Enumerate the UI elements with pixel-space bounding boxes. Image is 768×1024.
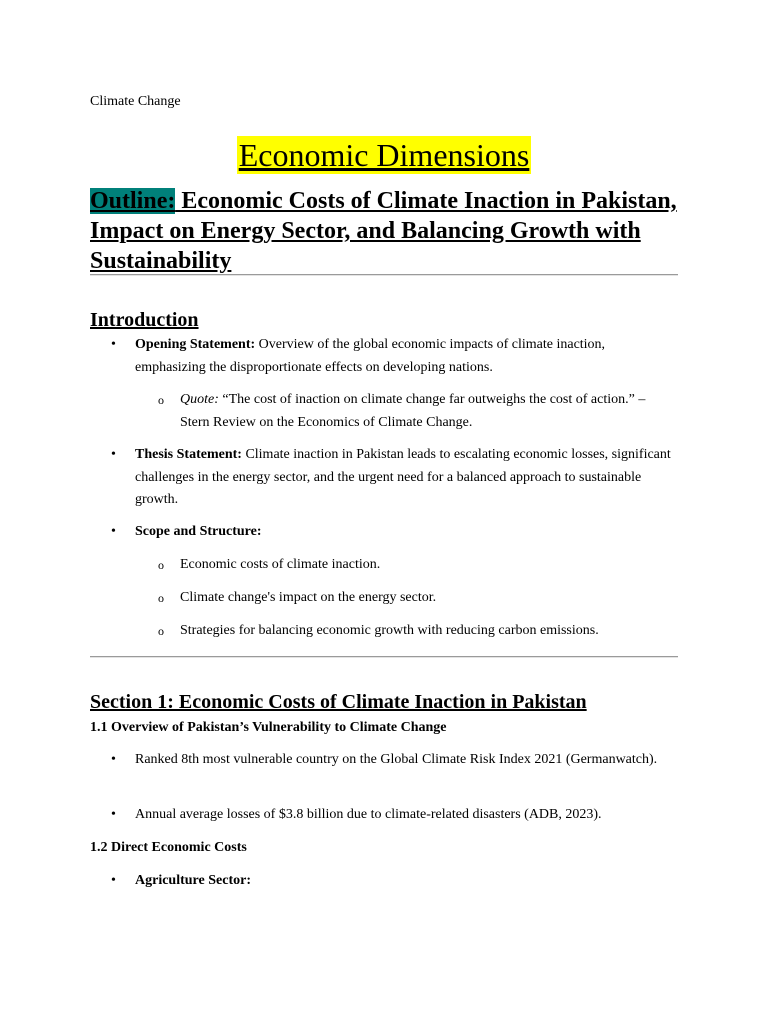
introduction-heading: Introduction (90, 309, 199, 331)
bullet-icon: • (111, 752, 116, 767)
agriculture-label: Agriculture Sector: (135, 873, 251, 888)
list-item-thesis-statement (111, 444, 675, 512)
horizontal-rule (90, 656, 678, 658)
outline-text: Economic Costs of Climate Inaction in Pakistan, Impact on Energy Sector, and Balancing Growth with Sustainability (90, 188, 677, 274)
list-item-scope-1 (158, 554, 675, 577)
list-item-opening-statement (111, 334, 675, 379)
list-item-vulnerability-2 (111, 804, 675, 827)
section-1-heading: Section 1: Economic Costs of Climate Inaction in Pakistan (90, 691, 587, 713)
list-item-vulnerability-1 (111, 749, 675, 772)
scope-item-text: Climate change's impact on the energy sector. (180, 590, 437, 605)
title-wrap (90, 136, 678, 174)
bullet-icon: • (111, 807, 116, 822)
opening-statement-label: Opening Statement: (135, 337, 256, 352)
vulnerability-item-text: Annual average losses of $3.8 billion due to climate-related disasters (ADB, 2023). (135, 807, 602, 822)
scope-item-text: Strategies for balancing economic growth with reducing carbon emissions. (180, 623, 599, 638)
list-item-scope-2 (158, 587, 675, 610)
horizontal-rule (90, 274, 678, 276)
sub-bullet-icon: o (158, 624, 164, 638)
list-item-scope-3 (158, 620, 675, 643)
thesis-statement-label: Thesis Statement: (135, 447, 242, 462)
sub-bullet-icon: o (158, 591, 164, 605)
bullet-icon: • (111, 873, 116, 888)
quote-label: Quote: (180, 392, 219, 407)
sub-bullet-icon: o (158, 558, 164, 572)
thesis-statement-text: Climate inaction in Pakistan leads to escalating economic losses, significant challenges in the energy sector, and the urgent need for a balanced approach to sustainable growth. (135, 447, 671, 507)
subsection-1-1-heading: 1.1 Overview of Pakistan’s Vulnerability to Climate Change (90, 720, 447, 735)
outline-heading (90, 186, 678, 276)
vulnerability-item-text: Ranked 8th most vulnerable country on the Global Climate Risk Index 2021 (Germanwatch). (135, 752, 658, 767)
sub-bullet-icon: o (158, 393, 164, 407)
subsection-1-2-heading: 1.2 Direct Economic Costs (90, 840, 247, 855)
bullet-icon: • (111, 524, 116, 539)
scope-label: Scope and Structure: (135, 524, 262, 539)
list-item-scope (111, 521, 675, 544)
page-header: Climate Change (90, 94, 181, 109)
quote-text: “The cost of inaction on climate change far outweighs the cost of action.” – Stern Review on the Economics of Climate Change. (180, 392, 646, 430)
bullet-icon: • (111, 337, 116, 352)
list-item-agriculture (111, 870, 675, 893)
document-title: Economic Dimensions (238, 137, 530, 173)
bullet-icon: • (111, 447, 116, 462)
list-item-quote (158, 389, 675, 434)
outline-tag: Outline: (90, 188, 176, 214)
opening-statement-text: Overview of the global economic impacts of climate inaction, emphasizing the disproportionate effects on developing nations. (135, 337, 606, 375)
scope-item-text: Economic costs of climate inaction. (180, 557, 381, 572)
